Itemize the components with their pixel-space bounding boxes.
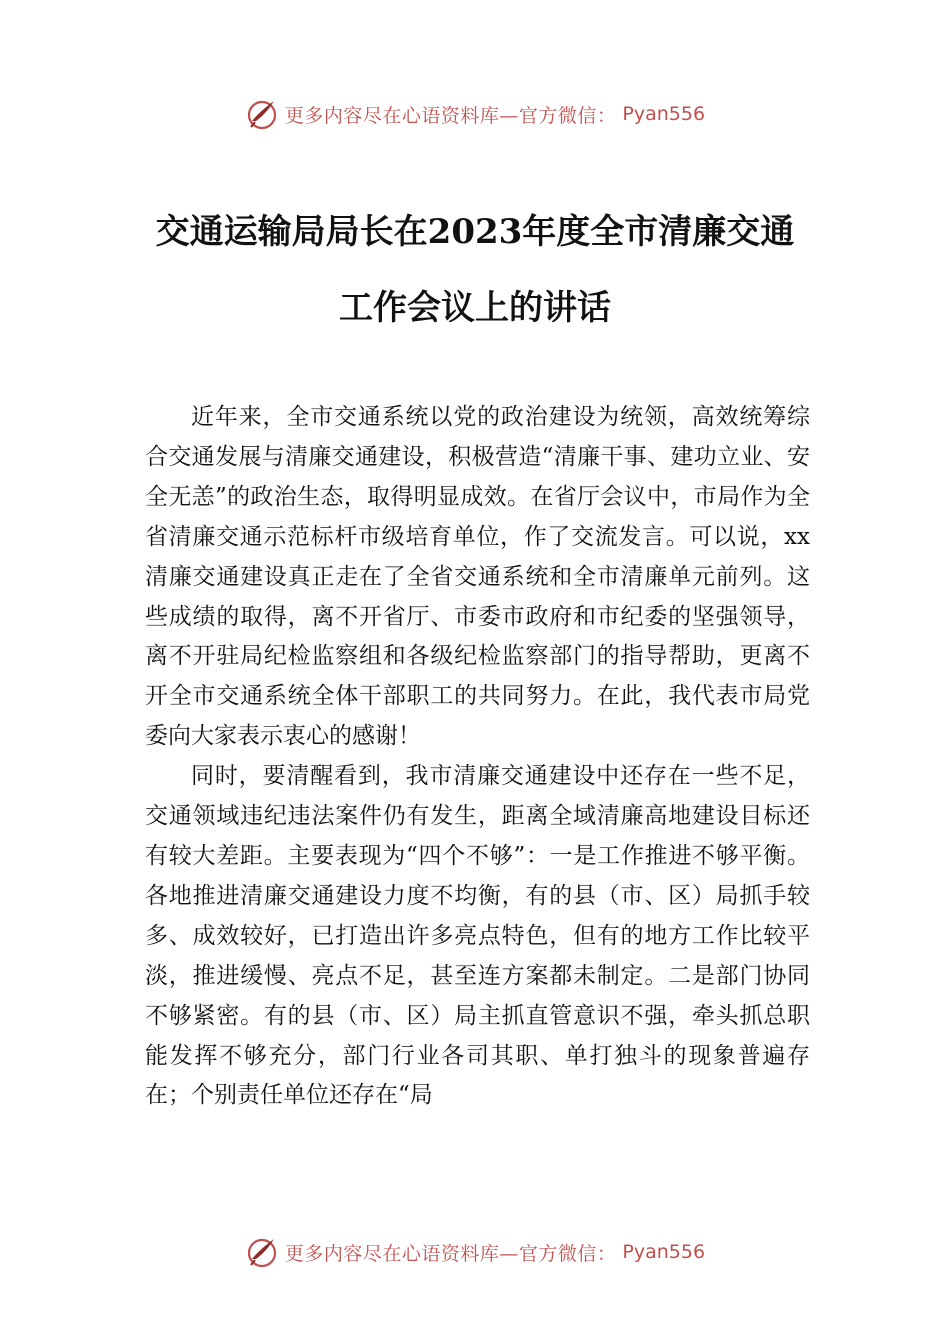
footer-banner-text: 更多内容尽在心语资料库—官方微信： (284, 1242, 617, 1265)
quill-pen-logo-icon (245, 1235, 279, 1269)
document-title-line1: 交通运输局局长在2023年度全市清廉交通 (155, 212, 795, 252)
body-paragraph-1: 近年来，全市交通系统以党的政治建设为统领，高效统筹综合交通发展与清廉交通建设，积极营造“清廉干事、建功立业、安全无恙”的政治生态，取得明显成效。在省厅会议中，市局作为全省清廉交通示范标杆市级培育单位，作了交流发言。可以说，xx清廉交通建设真正走在了全省交通系统和全市清廉单元前列。这些成绩的取得，离不开省厅、市委市政府和市纪委的坚强领导，离不开驻局纪检监察组和各级纪检监察部门的指导帮助，更离不开全市交通系统全体干部职工的共同努力。在此，我代表市局党委向大家表示衷心的感谢！ (145, 404, 810, 750)
banner-text: 更多内容尽在心语资料库—官方微信： (284, 104, 617, 127)
banner-wechat-id: Pyan556 (622, 103, 706, 125)
document-body (145, 398, 810, 1116)
header-banner (0, 94, 950, 134)
footer-banner-wechat-id: Pyan556 (622, 1241, 706, 1263)
document-title-line2: 工作会议上的讲话 (339, 288, 611, 328)
body-paragraph-2: 同时，要清醒看到，我市清廉交通建设中还存在一些不足，交通领域违纪违法案件仍有发生，距离全域清廉高地建设目标还有较大差距。主要表现为“四个不够”：一是工作推进不够平衡。各地推进清廉交通建设力度不均衡，有的县（市、区）局抓手较多、成效较好，已打造出许多亮点特色，但有的地方工作比较平淡，推进缓慢、亮点不足，甚至连方案都未制定。二是部门协同不够紧密。有的县（市、区）局主抓直管意识不强，牵头抓总职能发挥不够充分，部门行业各司其职、单打独斗的现象普遍存在；个别责任单位还存在“局 (145, 763, 810, 1109)
footer-banner (0, 1232, 950, 1272)
quill-pen-logo-icon (245, 97, 279, 131)
